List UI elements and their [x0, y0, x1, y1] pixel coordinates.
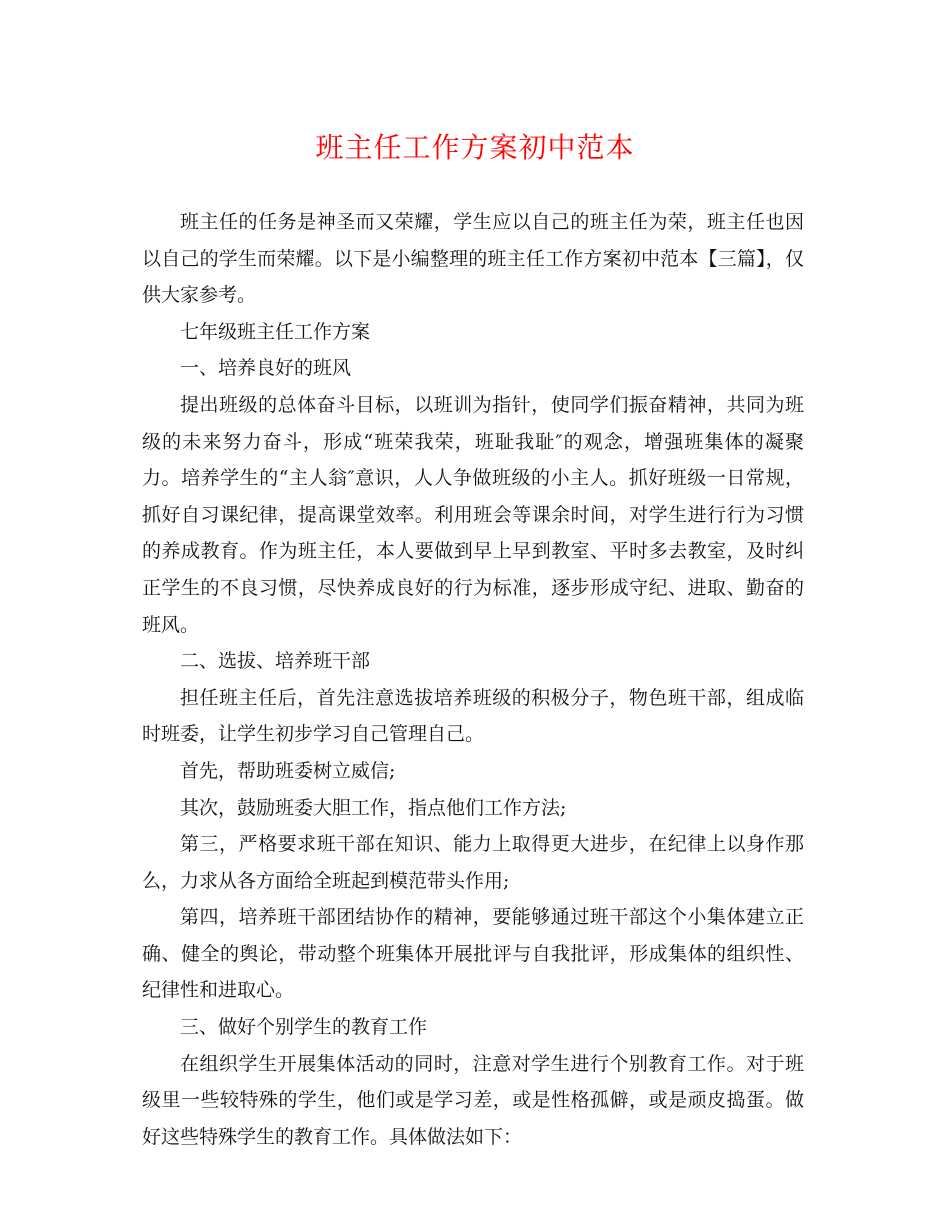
list-item: 其次，鼓励班委大胆工作，指点他们工作方法;	[180, 796, 567, 819]
body-paragraph: 在组织学生开展集体活动的同时，注意对学生进行个别教育工作。对于班级里一些较特殊的学生，他们或是学习差，或是性格孤僻，或是顽皮捣蛋。做好这些特殊学生的教育工作。具体做法如下：	[142, 1052, 804, 1148]
list-item: 第四，培养班干部团结协作的精神，要能够通过班干部这个小集体建立正确、健全的舆论，带动整个班集体开展批评与自我批评，形成集体的组织性、纪律性和进取心。	[142, 906, 804, 1002]
list-item: 第三，严格要求班干部在知识、能力上取得更大进步，在纪律上以身作那么，力求从各方面给全班起到模范带头作用;	[142, 833, 804, 892]
section-heading-2: 二、选拔、培养班干部	[180, 650, 371, 673]
section-heading-1: 一、培养良好的班风	[180, 357, 352, 380]
intro-paragraph: 班主任的任务是神圣而又荣耀，学生应以自己的班主任为荣，班主任也因以自己的学生而荣耀。以下是小编整理的班主任工作方案初中范本【三篇】，仅供大家参考。	[142, 211, 804, 307]
section-heading-grade7: 七年级班主任工作方案	[180, 320, 371, 343]
document-body	[142, 204, 804, 1155]
document-title: 班主任工作方案初中范本	[315, 131, 635, 164]
body-paragraph: 担任班主任后，首先注意选拔培养班级的积极分子，物色班干部，组成临时班委，让学生初步学习自己管理自己。	[142, 686, 804, 746]
body-paragraph: 提出班级的总体奋斗目标，以班训为指针，使同学们振奋精神，共同为班级的未来努力奋斗，形成“班荣我荣，班耻我耻″的观念，增强班集体的凝聚力。培养学生的“主人翁″意识，人人争做班级的小主人。抓好班级一日常规，抓好自习课纪律，提高课堂效率。利用班会等课余时间，对学生进行行为习惯的养成教育。作为班主任，本人要做到早上早到教室、平时多去教室，及时纠正学生的不良习惯，尽快养成良好的行为标准，逐步形成守纪、进取、勤奋的班风。	[142, 393, 804, 636]
list-item: 首先，帮助班委树立威信;	[180, 759, 396, 782]
section-heading-3: 三、做好个别学生的教育工作	[180, 1016, 428, 1039]
